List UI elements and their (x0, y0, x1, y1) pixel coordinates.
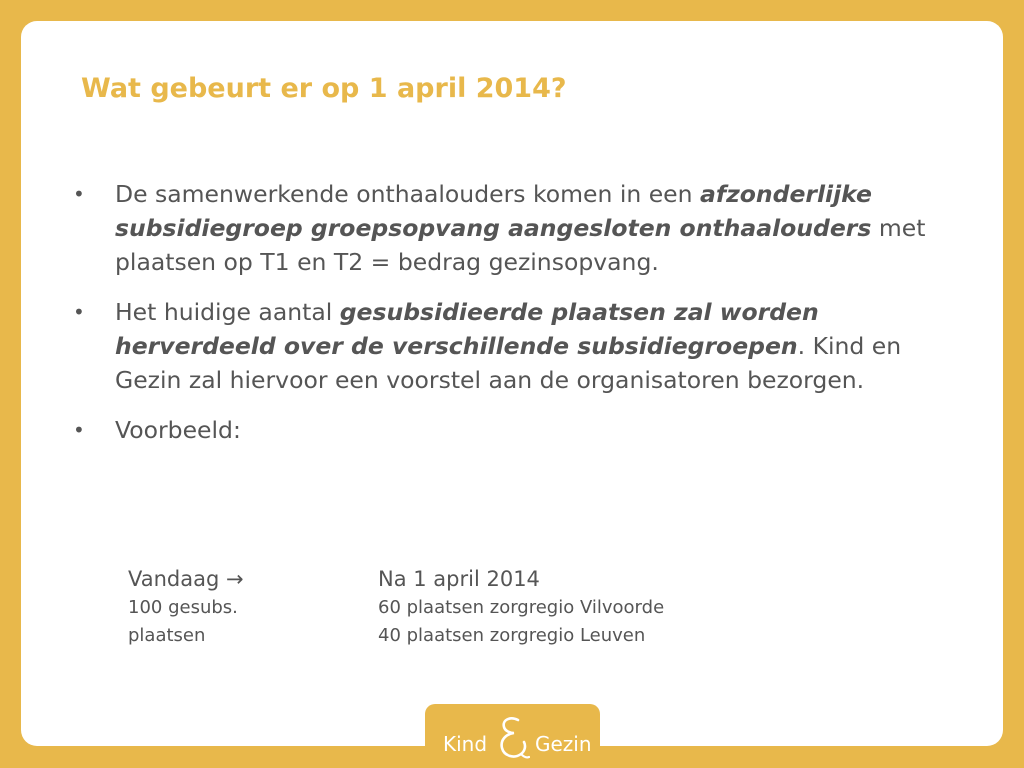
bullet-text-pre: Het huidige aantal (115, 298, 340, 326)
example-future-line: 60 plaatsen zorgregio Vilvoorde (378, 597, 665, 618)
example-today-column (128, 564, 244, 650)
logo-kind-text: Kind (443, 732, 488, 756)
kind-en-gezin-logo (425, 704, 600, 766)
bullet-icon: • (73, 300, 85, 324)
example-today-heading: Vandaag → (128, 567, 244, 591)
bullet-text-post: met plaatsen op T1 en T2 = bedrag gezinsopvang. (115, 214, 926, 276)
bullet-item (73, 295, 953, 397)
bullet-icon: • (73, 418, 85, 442)
slide-title: Wat gebeurt er op 1 april 2014? (81, 73, 567, 104)
bullet-list (73, 177, 953, 463)
example-future-column (378, 564, 664, 650)
bullet-text-post: . Kind en Gezin zal hiervoor een voorstel aan de organisatoren bezorgen. (115, 332, 902, 394)
example-future-heading: Na 1 april 2014 (378, 567, 540, 591)
ampersand-icon (494, 714, 530, 762)
slide-canvas (21, 21, 1003, 756)
example-today-line: 100 gesubs. (128, 597, 238, 618)
bullet-icon: • (73, 182, 85, 206)
logo-gezin-text: Gezin (535, 732, 592, 756)
bullet-text-pre: Voorbeeld: (115, 416, 241, 444)
bullet-text-emphasis: afzonderlijke subsidiegroep groepsopvang aangesloten onthaalouders (115, 180, 872, 242)
bullet-item (73, 177, 953, 279)
bullet-text-pre: De samenwerkende onthaalouders komen in een (115, 180, 700, 208)
bullet-text-emphasis: gesubsidieerde plaatsen zal worden herverdeeld over de verschillende subsidiegroepen (115, 298, 819, 360)
example-future-line: 40 plaatsen zorgregio Leuven (378, 625, 646, 646)
example-today-line: plaatsen (128, 625, 206, 646)
bullet-item (73, 413, 953, 447)
